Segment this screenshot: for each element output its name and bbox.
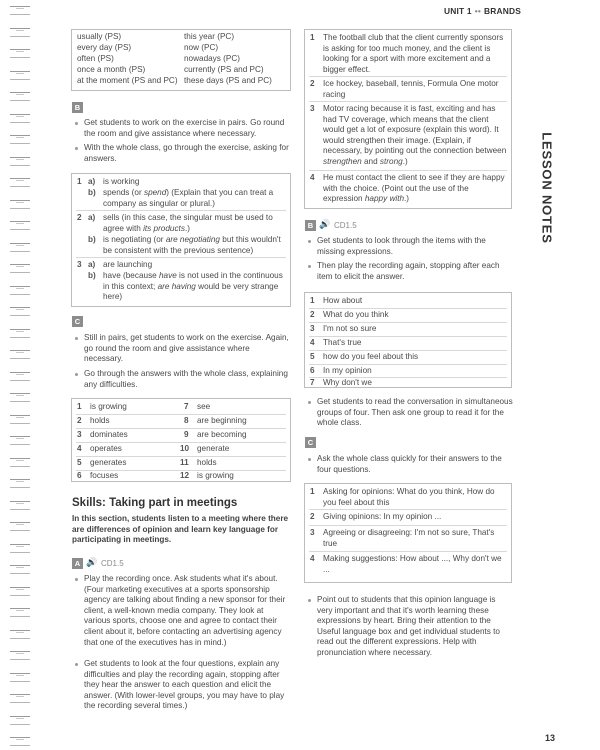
lesson-notes-tab <box>533 108 559 268</box>
answer-text: Motor racing because it is fast, exciting and has had TV coverage, which means that the client would get a lot of exposure (explain this word). It would strengthen their image. (Explain, if necessary, by pointing out the connection between strengthen and strong.) <box>323 104 507 166</box>
answer-text: are beginning <box>197 416 247 425</box>
instruction-text: Ask the whole class quickly for their answers to the four questions. <box>317 454 502 474</box>
binding-ring <box>10 458 30 467</box>
answer-text: how do you feel about this <box>323 352 419 361</box>
time-expr: this year (PC) <box>184 32 235 41</box>
binding-ring <box>10 694 30 703</box>
answer-number: 2 <box>310 512 315 521</box>
time-expr: once a month (PS) <box>77 65 146 74</box>
lesson-notes-label: LESSON NOTES <box>539 132 555 244</box>
time-expr: currently (PS and PC) <box>184 65 264 74</box>
answer-number: 5 <box>77 458 82 467</box>
answer-text: Why don't we <box>323 378 372 387</box>
instruction-text: Still in pairs, get students to work on the exercise. Again, go round the room and give assistance where necessary. <box>84 333 289 364</box>
binding-ring <box>10 372 30 381</box>
time-expr: usually (PS) <box>77 32 122 41</box>
answers-box-b <box>71 173 291 307</box>
row-divider <box>76 210 286 211</box>
binding-ring <box>10 565 30 574</box>
answer-number: 3 <box>310 324 315 333</box>
row-divider <box>309 101 507 102</box>
answer-text: see <box>197 402 211 411</box>
binding-ring <box>10 608 30 617</box>
binding-ring <box>10 243 30 252</box>
row-divider <box>76 456 286 457</box>
row-divider <box>76 257 286 258</box>
answer-text: sells (in this case, the singular must be used to agree with its products.) <box>103 213 273 233</box>
answer-text: That's true <box>323 338 362 347</box>
answer-text: The football club that the client currently sponsors is asking for too much money, and the client is looking for a sport with more excitement and a bigger effect. <box>323 33 504 74</box>
bullet-dot <box>75 337 78 340</box>
answer-text: is growing <box>90 402 127 411</box>
answer-letter: b) <box>88 271 96 280</box>
answer-number: 1 <box>77 177 82 186</box>
answer-letter: b) <box>88 235 96 244</box>
answer-number: 10 <box>180 444 190 453</box>
spiral-binding <box>10 0 32 750</box>
answer-number: 7 <box>184 402 189 411</box>
binding-ring <box>10 673 30 682</box>
row-divider <box>309 551 507 552</box>
answer-number: 2 <box>310 79 315 88</box>
binding-ring <box>10 114 30 123</box>
row-divider <box>309 76 507 77</box>
answer-number: 6 <box>310 366 315 375</box>
answer-text: holds <box>90 416 110 425</box>
bullet-dot <box>308 240 311 243</box>
binding-ring <box>10 716 30 725</box>
binding-ring <box>10 307 30 316</box>
row-divider <box>309 170 507 171</box>
binding-ring <box>10 630 30 639</box>
answer-number: 11 <box>180 458 189 467</box>
binding-ring <box>10 92 30 101</box>
answer-text: operates <box>90 444 122 453</box>
row-divider <box>309 525 507 526</box>
time-expr: now (PC) <box>184 43 219 52</box>
time-expr: often (PS) <box>77 54 114 63</box>
section-marker-a: A <box>72 558 83 569</box>
row-divider <box>309 350 507 351</box>
answer-number: 2 <box>77 416 82 425</box>
answer-text: is negotiating (or are negotiating but this wouldn't be consistent with the previous sentence) <box>103 235 281 255</box>
instruction-text: Go through the answers with the whole class, explaining any difficulties. <box>84 369 288 389</box>
answer-text: generates <box>90 458 127 467</box>
bullet-dot <box>75 578 78 581</box>
answer-number: 3 <box>310 104 315 113</box>
answer-letter: a) <box>88 213 96 222</box>
bullet-dot <box>308 458 311 461</box>
binding-ring <box>10 393 30 402</box>
answer-text: Agreeing or disagreeing: I'm not so sure, That's true <box>323 528 495 548</box>
row-divider <box>309 308 507 309</box>
answer-text: focuses <box>90 471 119 480</box>
answer-number: 9 <box>184 430 189 439</box>
time-expr: these days (PS and PC) <box>184 76 272 85</box>
answer-text: In my opinion <box>323 366 372 375</box>
binding-ring <box>10 157 30 166</box>
answer-number: 7 <box>310 378 315 387</box>
answer-number: 1 <box>310 487 315 496</box>
unit-title: BRANDS <box>484 6 522 16</box>
answer-text: dominates <box>90 430 128 439</box>
row-divider <box>309 322 507 323</box>
time-expr: every day (PS) <box>77 43 132 52</box>
answer-text: is growing <box>197 471 234 480</box>
binding-ring <box>10 71 30 80</box>
cd-track: CD1.5 <box>101 559 124 568</box>
page-number: 13 <box>545 733 556 743</box>
section-marker-b: B <box>72 102 83 113</box>
row-divider <box>76 428 286 429</box>
instruction-text: Point out to students that this opinion language is very important and that it's worth learning these expressions by heart. Bring their attention to the Useful language box and get individual students to read out the different expressions. Help with pronunciation where necessary. <box>317 595 500 657</box>
answer-text: holds <box>197 458 217 467</box>
answer-number: 1 <box>77 402 82 411</box>
running-header <box>444 6 521 17</box>
answer-text: are launching <box>103 260 153 269</box>
answer-text: have (because have is not used in the continuous in this context; are having would be very strange here) <box>103 271 283 302</box>
bullet-dot <box>75 663 78 666</box>
answer-text: are becoming <box>197 430 247 439</box>
answer-number: 4 <box>310 554 315 563</box>
bullet-dot <box>308 599 311 602</box>
answer-number: 3 <box>77 260 82 269</box>
bullet-dot <box>75 373 78 376</box>
answers-box-b-right <box>304 292 512 388</box>
binding-ring <box>10 221 30 230</box>
answer-number: 2 <box>77 213 82 222</box>
instruction-text: Get students to read the conversation in simultaneous groups of four. Then ask one group to read it for the whole class. <box>317 397 513 428</box>
section-marker-b: B <box>305 220 316 231</box>
unit-label: UNIT 1 <box>444 6 472 16</box>
bullet-dot <box>75 122 78 125</box>
audio-icon: 🔊 <box>319 219 331 229</box>
instruction-text: Get students to look at the four questions, explain any difficulties and play the recording again, stopping after they hear the answer to each question and elicit the answer. (With lower-level groups, you may have to play the recording several times.) <box>84 659 285 711</box>
binding-ring <box>10 479 30 488</box>
answer-number: 4 <box>310 173 315 182</box>
row-divider <box>309 336 507 337</box>
answer-number: 8 <box>184 416 189 425</box>
binding-ring <box>10 544 30 553</box>
answer-number: 1 <box>310 296 315 305</box>
answer-text: is working <box>103 177 140 186</box>
answers-box-c-right <box>304 483 512 583</box>
binding-ring <box>10 651 30 660</box>
answer-text: He must contact the client to see if they are happy with the choice. (Point out the use of the expression happy with.) <box>323 173 505 204</box>
binding-ring <box>10 415 30 424</box>
instruction-text: Then play the recording again, stopping after each item to elicit the answer. <box>317 261 500 281</box>
answer-text: Ice hockey, baseball, tennis, Formula One motor racing <box>323 79 499 99</box>
row-divider <box>76 442 286 443</box>
time-expr: at the moment (PS and PC) <box>77 76 178 85</box>
answer-number: 3 <box>310 528 315 537</box>
answer-number: 4 <box>77 444 82 453</box>
binding-ring <box>10 522 30 531</box>
answer-text: What do you think <box>323 310 389 319</box>
binding-ring <box>10 135 30 144</box>
answer-number: 3 <box>77 430 82 439</box>
time-expressions-box <box>71 29 291 91</box>
answer-letter: a) <box>88 260 96 269</box>
binding-ring <box>10 178 30 187</box>
answers-box-a <box>304 29 512 209</box>
binding-ring <box>10 49 30 58</box>
binding-ring <box>10 286 30 295</box>
answer-number: 2 <box>310 310 315 319</box>
bullet-dot <box>308 265 311 268</box>
binding-ring <box>10 737 30 746</box>
answer-text: Making suggestions: How about ..., Why don't we ... <box>323 554 502 574</box>
answer-text: How about <box>323 296 363 305</box>
answer-number: 1 <box>310 33 315 42</box>
answer-text: Giving opinions: In my opinion ... <box>323 512 442 521</box>
binding-ring <box>10 329 30 338</box>
header-separator: •• <box>474 6 481 16</box>
row-divider <box>76 414 286 415</box>
binding-ring <box>10 6 30 15</box>
binding-ring <box>10 501 30 510</box>
instruction-text: Play the recording once. Ask students what it's about. (Four marketing executives at a sports sponsorship agency are talking about finding a new sponsor for their client, a well-known media company. They look at various sports, choose one and agree to contact their client about it, before contacting an advertising agency that one of the executives has in mind.) <box>84 574 286 647</box>
answer-number: 4 <box>310 338 315 347</box>
instruction-text: Get students to work on the exercise in pairs. Go round the room and give assistance where necessary. <box>84 118 285 138</box>
section-heading: Skills: Taking part in meetings <box>72 497 238 509</box>
audio-icon: 🔊 <box>86 557 98 567</box>
binding-ring <box>10 436 30 445</box>
answer-letter: a) <box>88 177 96 186</box>
section-intro: In this section, students listen to a meeting where there are differences of opinion and learn key language for participating in meetings. <box>72 514 289 545</box>
binding-ring <box>10 264 30 273</box>
row-divider <box>309 364 507 365</box>
binding-ring <box>10 200 30 209</box>
bullet-dot <box>75 147 78 150</box>
instruction-text: With the whole class, go through the exercise, asking for answers. <box>84 143 289 163</box>
binding-ring <box>10 587 30 596</box>
answers-box-c <box>71 398 291 482</box>
answer-letter: b) <box>88 188 96 197</box>
answer-text: spends (or spend) (Explain that you can treat a company as singular or plural.) <box>103 188 274 208</box>
answer-number: 6 <box>77 471 82 480</box>
answer-text: Asking for opinions: What do you think, How do you feel about this <box>323 487 495 507</box>
section-marker-c: C <box>72 316 83 327</box>
section-marker-c: C <box>305 437 316 448</box>
bullet-dot <box>308 401 311 404</box>
binding-ring <box>10 28 30 37</box>
answer-number: 12 <box>180 471 190 480</box>
row-divider <box>309 509 507 510</box>
answer-text: generate <box>197 444 230 453</box>
instruction-text: Get students to look through the items with the missing expressions. <box>317 236 486 256</box>
answer-text: I'm not so sure <box>323 324 377 333</box>
cd-track: CD1.5 <box>334 221 357 230</box>
binding-ring <box>10 350 30 359</box>
time-expr: nowadays (PC) <box>184 54 240 63</box>
answer-number: 5 <box>310 352 315 361</box>
